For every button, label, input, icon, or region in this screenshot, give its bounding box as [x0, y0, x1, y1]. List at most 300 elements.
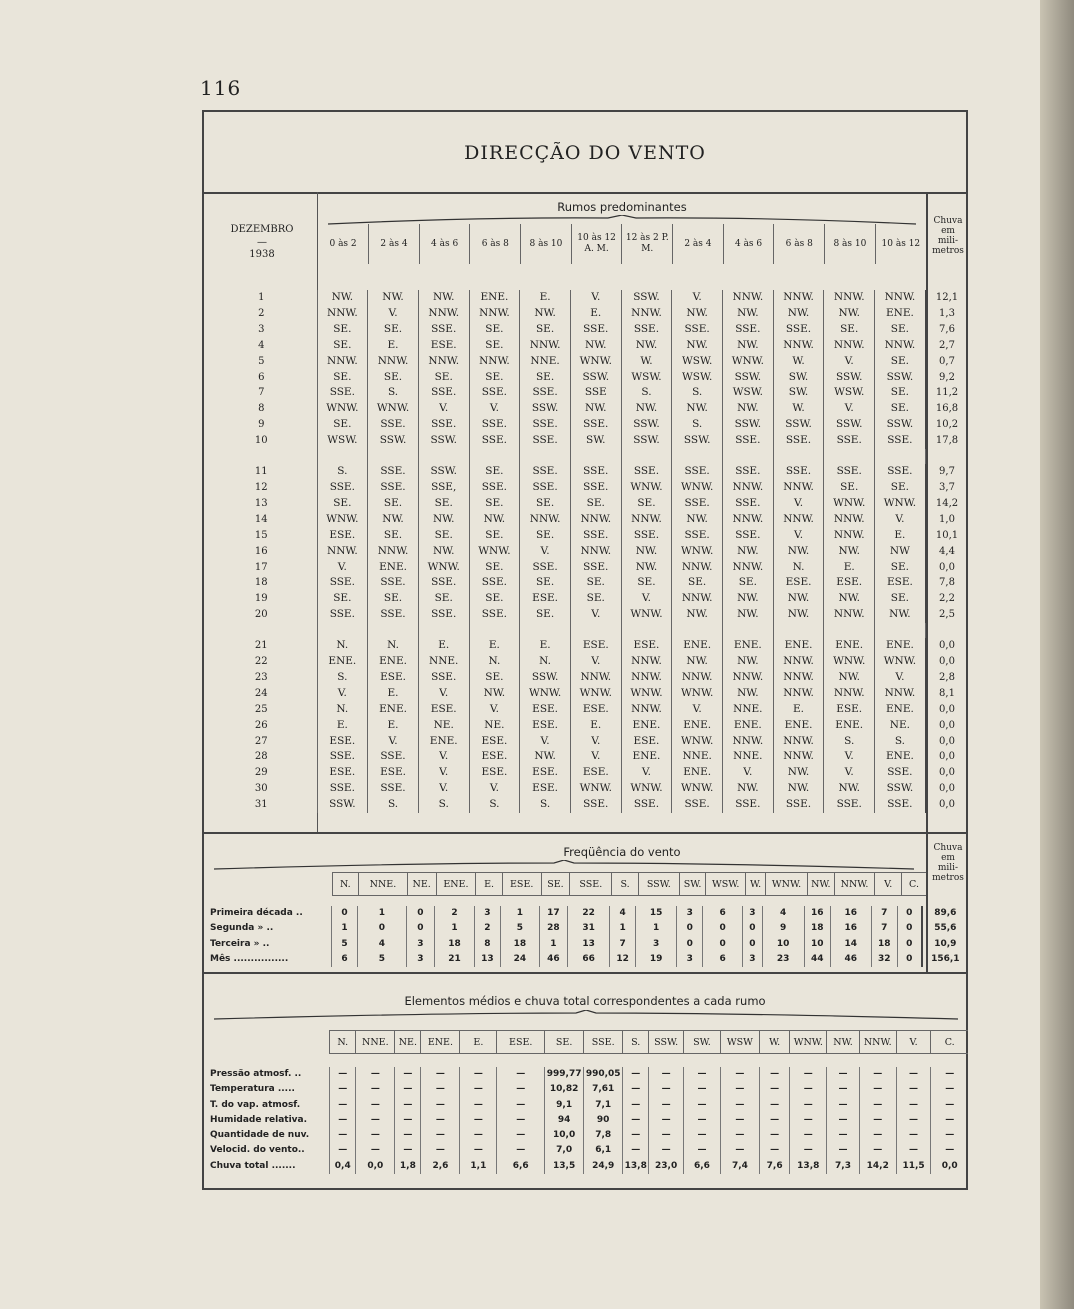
- value-cell: 1: [435, 921, 475, 936]
- value-cell: 44: [804, 952, 830, 967]
- direction-cell: SSE.: [368, 781, 419, 797]
- direction-cell: SE.: [520, 370, 571, 386]
- table-row: [206, 322, 968, 338]
- value-cell: —: [720, 1067, 759, 1082]
- direction-cell: NW.: [773, 781, 824, 797]
- table-row: [206, 464, 968, 480]
- direction-cell: ENE.: [773, 718, 824, 734]
- direction-cell: ESE.: [824, 702, 875, 718]
- direction-cell: WSW.: [672, 354, 723, 370]
- direction-cell: ESE.: [469, 734, 520, 750]
- value-cell: —: [623, 1128, 649, 1143]
- direction-cell: ENE.: [368, 654, 419, 670]
- column-header: N.: [330, 1031, 356, 1054]
- direction-cell: NNW.: [621, 654, 672, 670]
- value-cell: 94: [545, 1113, 584, 1128]
- value-cell: 11,5: [896, 1159, 931, 1174]
- direction-cell: NNW.: [621, 670, 672, 686]
- value-cell: —: [720, 1082, 759, 1097]
- column-header: C.: [902, 873, 927, 896]
- value-cell: 32: [871, 952, 897, 967]
- direction-cell: SE.: [368, 370, 419, 386]
- value-cell: 2: [435, 906, 475, 921]
- value-cell: 7,0: [545, 1143, 584, 1158]
- direction-cell: NW.: [672, 654, 723, 670]
- direction-cell: SE.: [418, 370, 469, 386]
- direction-cell: SSE.: [368, 575, 419, 591]
- direction-cell: NNW.: [773, 670, 824, 686]
- value-cell: 7,1: [584, 1098, 623, 1113]
- value-cell: —: [421, 1098, 460, 1113]
- value-cell: —: [330, 1128, 356, 1143]
- direction-cell: NW.: [723, 401, 774, 417]
- direction-cell: ENE.: [875, 638, 926, 654]
- direction-cell: SW.: [570, 433, 621, 449]
- value-cell: 0: [703, 921, 743, 936]
- column-header: SSE.: [584, 1031, 623, 1054]
- direction-cell: NW.: [773, 306, 824, 322]
- rain-header-line: metros: [932, 246, 964, 256]
- direction-cell: SSE.: [824, 464, 875, 480]
- value-cell: 0: [406, 921, 435, 936]
- value-cell: —: [356, 1113, 395, 1128]
- table-row: [206, 591, 968, 607]
- value-cell: —: [684, 1098, 721, 1113]
- direction-cell: V.: [368, 306, 419, 322]
- value-cell: 13: [474, 952, 500, 967]
- row-label: Mês ................: [210, 953, 289, 964]
- value-cell: 0: [677, 921, 703, 936]
- value-cell: 31: [568, 921, 610, 936]
- table-row: [206, 638, 968, 654]
- rain-cell: 0,0: [925, 734, 968, 750]
- direction-cell: NNW.: [418, 306, 469, 322]
- direction-cell: V.: [570, 607, 621, 623]
- value-cell: —: [684, 1082, 721, 1097]
- day-cell: 19: [254, 593, 268, 605]
- value-cell: 1: [331, 921, 357, 936]
- direction-cell: V.: [418, 781, 469, 797]
- direction-cell: WNW.: [672, 686, 723, 702]
- value-cell: —: [497, 1113, 545, 1128]
- direction-cell: NNW.: [773, 338, 824, 354]
- direction-cell: ENE.: [469, 290, 520, 306]
- direction-cell: WNW.: [824, 496, 875, 512]
- direction-cell: NNE.: [723, 702, 774, 718]
- direction-cell: NW.: [520, 749, 571, 765]
- direction-cell: NW.: [317, 290, 368, 306]
- rain-cell: 7,8: [925, 575, 968, 591]
- direction-cell: SSE.: [469, 480, 520, 496]
- direction-cell: S.: [672, 385, 723, 401]
- direction-cell: SSE.: [773, 433, 824, 449]
- direction-cell: SSE.: [875, 797, 926, 813]
- direction-cell: ESE.: [621, 638, 672, 654]
- value-cell: 0: [331, 906, 357, 921]
- rain-cell: 4,4: [925, 544, 968, 560]
- frequency-table: [206, 906, 968, 967]
- table-row: [206, 937, 968, 952]
- direction-cell: SSE.: [418, 670, 469, 686]
- rain-cell: 0,0: [925, 781, 968, 797]
- direction-cell: SE.: [520, 496, 571, 512]
- value-cell: —: [859, 1143, 896, 1158]
- direction-cell: NW.: [824, 670, 875, 686]
- direction-cell: V.: [824, 749, 875, 765]
- row-label: T. do vap. atmosf.: [210, 1099, 301, 1110]
- direction-cell: ESE.: [570, 765, 621, 781]
- direction-cell: SSW.: [520, 401, 571, 417]
- column-header: SSW.: [638, 873, 679, 896]
- day-cell: 12: [254, 481, 268, 493]
- value-cell: 0: [897, 952, 921, 967]
- rain-cell: 156,1: [922, 952, 968, 967]
- direction-cell: SSW.: [672, 433, 723, 449]
- value-cell: —: [859, 1082, 896, 1097]
- direction-cell: V.: [418, 765, 469, 781]
- direction-cell: NW.: [672, 401, 723, 417]
- direction-cell: V.: [469, 781, 520, 797]
- value-cell: —: [720, 1098, 759, 1113]
- value-cell: —: [460, 1113, 497, 1128]
- direction-cell: ENE.: [368, 560, 419, 576]
- value-cell: 23: [762, 952, 804, 967]
- value-cell: 5: [501, 921, 539, 936]
- direction-cell: SSE.: [875, 464, 926, 480]
- direction-cell: SE.: [520, 607, 571, 623]
- table-row: [206, 718, 968, 734]
- direction-cell: NNW.: [723, 670, 774, 686]
- day-cell: 8: [258, 403, 265, 415]
- direction-cell: N.: [773, 560, 824, 576]
- direction-cell: NNW.: [317, 306, 368, 322]
- direction-cell: SSE.: [317, 575, 368, 591]
- direction-cell: SSE.: [469, 385, 520, 401]
- value-cell: —: [497, 1143, 545, 1158]
- direction-cell: SSE.: [317, 781, 368, 797]
- direction-cell: ENE.: [621, 749, 672, 765]
- row-label: Terceira » ..: [210, 938, 270, 949]
- value-cell: —: [623, 1113, 649, 1128]
- direction-cell: WNW.: [621, 480, 672, 496]
- direction-cell: NNW.: [621, 306, 672, 322]
- direction-cell: SSE.: [621, 528, 672, 544]
- direction-cell: S.: [824, 734, 875, 750]
- value-cell: —: [421, 1143, 460, 1158]
- direction-cell: SSE.: [418, 607, 469, 623]
- value-cell: —: [421, 1128, 460, 1143]
- value-cell: —: [395, 1067, 421, 1082]
- table-row: [206, 654, 968, 670]
- direction-cell: SSE.: [570, 322, 621, 338]
- table-row: [206, 338, 968, 354]
- value-cell: —: [790, 1143, 827, 1158]
- value-cell: 7,6: [759, 1159, 789, 1174]
- direction-cell: ENE.: [773, 638, 824, 654]
- direction-cell: E.: [570, 306, 621, 322]
- value-cell: 6,6: [684, 1159, 721, 1174]
- value-cell: —: [649, 1113, 684, 1128]
- column-header: SW.: [684, 1031, 721, 1054]
- direction-cell: NW.: [723, 544, 774, 560]
- direction-cell: SSE.: [773, 464, 824, 480]
- column-header: SSE.: [570, 873, 612, 896]
- rain-header: [928, 843, 968, 883]
- value-cell: 3: [406, 937, 435, 952]
- direction-cell: E.: [368, 718, 419, 734]
- value-cell: 7: [871, 906, 897, 921]
- value-cell: —: [931, 1143, 968, 1158]
- direction-cell: NNW.: [824, 528, 875, 544]
- value-cell: 22: [568, 906, 610, 921]
- day-cell: 3: [258, 323, 265, 335]
- direction-cell: NNW.: [723, 560, 774, 576]
- direction-cell: ESE.: [520, 702, 571, 718]
- column-header: WNW.: [790, 1031, 827, 1054]
- direction-cell: SE.: [317, 370, 368, 386]
- table-row: [206, 433, 968, 449]
- direction-cell: SSE.: [368, 480, 419, 496]
- month-label: DEZEMBRO: [230, 224, 294, 235]
- value-cell: 9,1: [545, 1098, 584, 1113]
- direction-cell: V.: [621, 765, 672, 781]
- direction-cell: N.: [317, 702, 368, 718]
- value-cell: —: [759, 1113, 789, 1128]
- direction-cell: SSE.: [773, 797, 824, 813]
- column-header: SE.: [541, 873, 570, 896]
- table-row: [206, 765, 968, 781]
- value-cell: 2,6: [421, 1159, 460, 1174]
- rain-cell: 0,0: [925, 702, 968, 718]
- table-row: [206, 1143, 968, 1158]
- value-cell: 0,0: [356, 1159, 395, 1174]
- value-cell: 19: [636, 952, 677, 967]
- direction-cell: NNW.: [773, 749, 824, 765]
- direction-cell: SE.: [317, 591, 368, 607]
- column-header: SSW.: [649, 1031, 684, 1054]
- rain-cell: 0,0: [925, 638, 968, 654]
- direction-cell: SE.: [520, 322, 571, 338]
- direction-cell: SSE.: [723, 464, 774, 480]
- direction-cell: ENE.: [723, 718, 774, 734]
- direction-cell: N.: [317, 638, 368, 654]
- direction-cell: SW.: [773, 385, 824, 401]
- direction-cell: V.: [875, 512, 926, 528]
- value-cell: 6,1: [584, 1143, 623, 1158]
- value-cell: 1: [501, 906, 539, 921]
- direction-cell: NNW.: [368, 544, 419, 560]
- direction-cell: S.: [317, 464, 368, 480]
- direction-cell: SE.: [469, 528, 520, 544]
- column-header: S.: [612, 873, 639, 896]
- value-cell: 13: [568, 937, 610, 952]
- row-gap: [206, 623, 968, 638]
- column-header: ENE.: [421, 1031, 460, 1054]
- value-cell: —: [896, 1082, 931, 1097]
- column-header: ESE.: [502, 873, 541, 896]
- column-header: ENE.: [436, 873, 476, 896]
- value-cell: 24,9: [584, 1159, 623, 1174]
- divider: [204, 192, 966, 194]
- direction-cell: NW.: [723, 686, 774, 702]
- direction-cell: SE.: [469, 370, 520, 386]
- hour-header: 8 às 10: [825, 224, 876, 264]
- direction-cell: SSE.: [723, 797, 774, 813]
- direction-cell: SSE.: [368, 417, 419, 433]
- direction-cell: WNW.: [621, 781, 672, 797]
- elements-header: [206, 1030, 968, 1054]
- value-cell: —: [395, 1113, 421, 1128]
- day-cell: 16: [254, 545, 268, 557]
- day-cell: 1: [258, 292, 265, 303]
- value-cell: —: [460, 1067, 497, 1082]
- direction-cell: ESE.: [773, 575, 824, 591]
- value-cell: —: [395, 1098, 421, 1113]
- direction-cell: S.: [875, 734, 926, 750]
- direction-cell: SSE.: [469, 607, 520, 623]
- column-header: NNW.: [834, 873, 875, 896]
- direction-cell: NNW.: [469, 306, 520, 322]
- rain-cell: 2,8: [925, 670, 968, 686]
- column-header: V.: [896, 1031, 931, 1054]
- direction-cell: V.: [520, 544, 571, 560]
- day-cell: 11: [254, 466, 268, 478]
- column-header: W.: [746, 873, 766, 896]
- value-cell: —: [827, 1143, 860, 1158]
- column-header: SE.: [545, 1031, 584, 1054]
- rain-cell: 1,3: [925, 306, 968, 322]
- divider: [204, 972, 966, 974]
- group-title: Rumos predominantes: [557, 200, 687, 214]
- value-cell: 46: [830, 952, 871, 967]
- direction-cell: ENE.: [418, 734, 469, 750]
- direction-cell: SSE.: [418, 322, 469, 338]
- column-header: S.: [623, 1031, 649, 1054]
- rain-cell: 2,5: [925, 607, 968, 623]
- rain-header: [928, 216, 968, 256]
- direction-cell: NNW.: [875, 290, 926, 306]
- direction-cell: SSE.: [317, 749, 368, 765]
- rain-cell: 17,8: [925, 433, 968, 449]
- direction-cell: ESE.: [317, 528, 368, 544]
- direction-cell: NW.: [723, 654, 774, 670]
- direction-cell: SSE.: [469, 417, 520, 433]
- value-cell: —: [790, 1082, 827, 1097]
- direction-cell: ENE.: [723, 638, 774, 654]
- direction-cell: NNE.: [723, 749, 774, 765]
- direction-cell: SSE.: [723, 496, 774, 512]
- direction-cell: ENE.: [317, 654, 368, 670]
- direction-cell: NW.: [469, 686, 520, 702]
- day-cell: 22: [254, 656, 268, 668]
- direction-cell: WNW.: [723, 354, 774, 370]
- direction-cell: NNW.: [368, 354, 419, 370]
- value-cell: 0,4: [330, 1159, 356, 1174]
- table-row: [206, 575, 968, 591]
- direction-cell: SE.: [469, 496, 520, 512]
- direction-cell: NE.: [875, 718, 926, 734]
- direction-cell: SSE.: [520, 480, 571, 496]
- direction-cell: WNW.: [621, 607, 672, 623]
- direction-cell: S.: [368, 385, 419, 401]
- direction-cell: NNW.: [570, 512, 621, 528]
- direction-cell: ENE.: [875, 702, 926, 718]
- direction-cell: WNW.: [672, 544, 723, 560]
- direction-cell: V.: [672, 702, 723, 718]
- direction-cell: WNW.: [875, 496, 926, 512]
- table-row: [206, 544, 968, 560]
- value-cell: 7,3: [827, 1159, 860, 1174]
- rain-cell: 55,6: [922, 921, 968, 936]
- direction-cell: SSE.: [469, 433, 520, 449]
- direction-cell: NW.: [520, 306, 571, 322]
- direction-cell: V.: [570, 654, 621, 670]
- direction-cell: S.: [672, 417, 723, 433]
- day-cell: 23: [254, 671, 268, 683]
- day-cell: 18: [254, 577, 268, 589]
- value-cell: —: [497, 1098, 545, 1113]
- rain-header-line: metros: [932, 873, 964, 883]
- table-row: [206, 702, 968, 718]
- direction-cell: SSE.: [773, 322, 824, 338]
- direction-cell: SSW.: [418, 464, 469, 480]
- value-cell: 14,2: [859, 1159, 896, 1174]
- table-row: [206, 401, 968, 417]
- column-header: NNE.: [359, 873, 408, 896]
- day-cell: 7: [258, 387, 265, 399]
- direction-cell: NW.: [723, 591, 774, 607]
- direction-cell: NW.: [621, 544, 672, 560]
- rain-cell: 10,2: [925, 417, 968, 433]
- direction-cell: SE.: [875, 401, 926, 417]
- value-cell: —: [790, 1098, 827, 1113]
- table-row: [206, 734, 968, 750]
- direction-cell: ESE.: [520, 718, 571, 734]
- direction-cell: NNW.: [672, 670, 723, 686]
- value-cell: —: [684, 1128, 721, 1143]
- value-cell: 7,4: [720, 1159, 759, 1174]
- table-row: [206, 1067, 968, 1082]
- day-cell: 4: [258, 339, 265, 351]
- direction-cell: SE.: [824, 480, 875, 496]
- value-cell: —: [330, 1067, 356, 1082]
- value-cell: 18: [804, 921, 830, 936]
- value-cell: 0: [742, 921, 762, 936]
- direction-cell: SSE.: [317, 607, 368, 623]
- hour-header: 6 às 8: [470, 224, 521, 264]
- direction-cell: SSE.: [520, 560, 571, 576]
- value-cell: —: [395, 1082, 421, 1097]
- direction-cell: V.: [570, 734, 621, 750]
- row-label: Pressão atmosf. ..: [210, 1069, 302, 1079]
- value-cell: 10,0: [545, 1128, 584, 1143]
- table-row: [206, 496, 968, 512]
- column-header: WNW.: [766, 873, 808, 896]
- value-cell: —: [827, 1128, 860, 1143]
- direction-cell: E.: [520, 290, 571, 306]
- direction-cell: SSE.: [672, 528, 723, 544]
- value-cell: 21: [435, 952, 475, 967]
- value-cell: —: [395, 1143, 421, 1158]
- value-cell: —: [859, 1113, 896, 1128]
- value-cell: —: [460, 1128, 497, 1143]
- day-cell: 2: [258, 307, 265, 319]
- direction-cell: E.: [520, 638, 571, 654]
- rain-cell: 7,6: [925, 322, 968, 338]
- day-cell: 6: [258, 371, 265, 383]
- direction-cell: SE.: [418, 591, 469, 607]
- direction-cell: NW.: [621, 338, 672, 354]
